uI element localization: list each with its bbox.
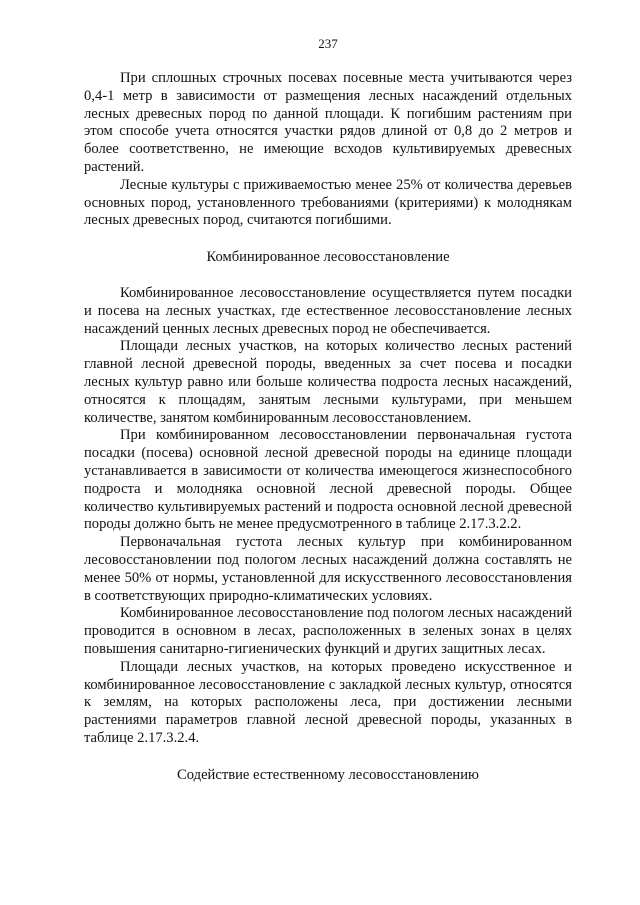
paragraph: Комбинированное лесовосстановление под пологом лесных насаждений проводится в основном в лесах, расположенных в зеленых зонах в целях повышения санитарно-гигиенических функций и других защитных лесах. xyxy=(84,605,572,657)
paragraph: Площади лесных участков, на которых проведено искусственное и комбинированное лесовосстановление с закладкой лесных культур, относятся к землям, на которых расположены леса, при достижении лесными растениями параметров главной лесной древесной породы, указанных в таблице 2.17.3.2.4. xyxy=(84,658,572,746)
paragraph: Лесные культуры с приживаемостью менее 25% от количества деревьев основных пород, установленного требованиями (критериями) к молоднякам лесных древесных пород, считаются погибшими. xyxy=(84,176,572,229)
paragraph: Первоначальная густота лесных культур при комбинированном лесовосстановлении под пологом лесных насаждений должна составлять не менее 50% от нормы, установленной для искусственного лесовосстановления в соответствующих природно-климатических условиях. xyxy=(84,534,572,604)
paragraph: При комбинированном лесовосстановлении первоначальная густота посадки (посева) основной лесной древесной породы на единице площади устанавливается в зависимости от количества имеющегося жизнеспособного подроста и молодняка основной лесной древесной породы. Общее количество культивируемых растений и подроста основной лесной древесной породы должно быть не менее предусмотренного в таблице 2.17.3.2.2. xyxy=(84,427,572,533)
page-number: 237 xyxy=(318,36,338,51)
spacer xyxy=(84,230,572,249)
section-heading: Комбинированное лесовосстановление xyxy=(206,249,450,266)
section-heading: Содействие естественному лесовосстановлению xyxy=(177,766,479,783)
paragraph: Площади лесных участков, на которых количество лесных растений главной лесной древесной породы, введенных за счет посева и посадки лесных культур равно или больше количества подроста лесных насаждений, относятся к площадям, занятым лесными культурами, при меньшем количестве, занятом комбинированным лесовосстановлением. xyxy=(84,338,572,426)
spacer xyxy=(84,267,572,285)
spacer xyxy=(84,748,572,767)
document-page xyxy=(84,36,572,784)
paragraph: При сплошных строчных посевах посевные места учитываются через 0,4-1 метр в зависимости от размещения лесных насаждений отдельных лесных древесных пород по данной площади. К погибшим растениям при этом способе учета относятся участки рядов длиной от 0,8 до 2 метров и более соответственно, не имеющие всходов культивируемых древесных растений. xyxy=(84,70,572,175)
paragraph: Комбинированное лесовосстановление осуществляется путем посадки и посева на лесных участках, где естественное лесовосстановление лесных насаждений ценных лесных древесных пород не обеспечивается. xyxy=(84,284,572,337)
